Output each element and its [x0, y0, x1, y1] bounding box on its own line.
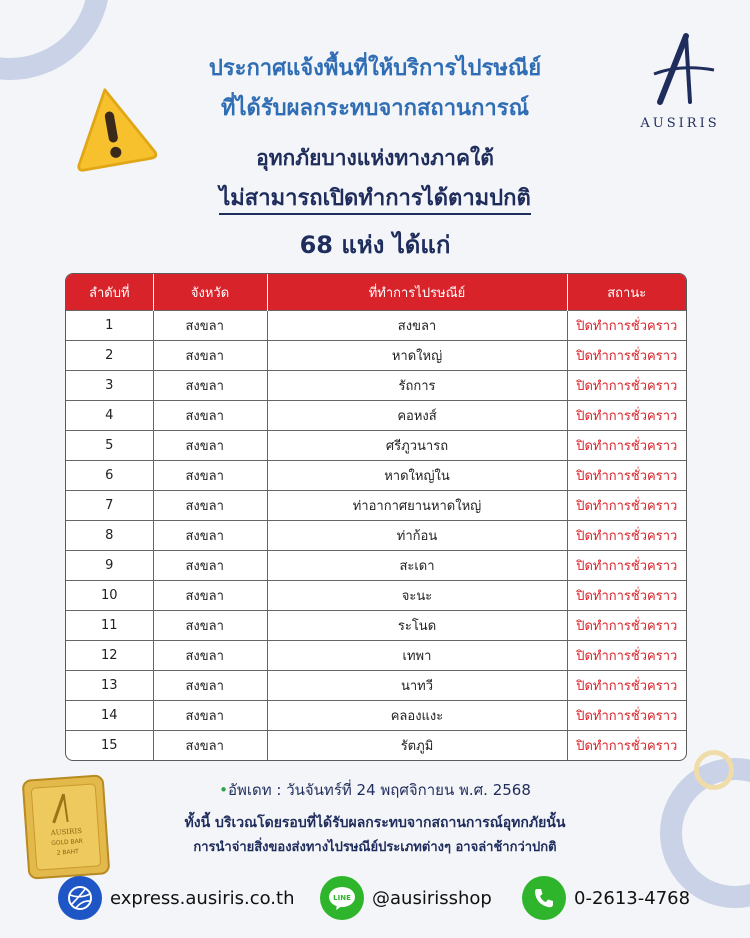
- table-row: [66, 431, 686, 461]
- globe-icon: [58, 876, 102, 920]
- cell-province: สงขลา: [153, 611, 267, 641]
- cell-province: สงขลา: [153, 371, 267, 401]
- table-row: [66, 371, 686, 401]
- decor-ring-top-left: [0, 0, 110, 80]
- brand-mark-icon: [640, 30, 720, 110]
- cell-province: สงขลา: [153, 341, 267, 371]
- cell-province: สงขลา: [153, 731, 267, 761]
- table-row: [66, 551, 686, 581]
- cell-province: สงขลา: [153, 701, 267, 731]
- header-status: สถานะ: [567, 274, 686, 311]
- warning-icon: [66, 80, 158, 172]
- cell-status: ปิดทำการชั่วคราว: [567, 431, 686, 461]
- table-row: [66, 341, 686, 371]
- cell-no: 2: [66, 341, 153, 371]
- cell-status: ปิดทำการชั่วคราว: [567, 671, 686, 701]
- cell-status: ปิดทำการชั่วคราว: [567, 611, 686, 641]
- cell-status: ปิดทำการชั่วคราว: [567, 341, 686, 371]
- cell-office: นาทวี: [267, 671, 567, 701]
- cell-province: สงขลา: [153, 491, 267, 521]
- cell-province: สงขลา: [153, 401, 267, 431]
- cell-no: 13: [66, 671, 153, 701]
- cell-status: ปิดทำการชั่วคราว: [567, 461, 686, 491]
- contact-website[interactable]: [58, 874, 295, 922]
- headline-line-1: ประกาศแจ้งพื้นที่ให้บริการไปรษณีย์: [208, 56, 542, 81]
- headline-line-4: [160, 186, 590, 212]
- cell-office: ท่าก้อน: [267, 521, 567, 551]
- cell-no: 5: [66, 431, 153, 461]
- headline-line-4-text: ไม่สามารถเปิดทำการได้ตามปกติ: [219, 186, 531, 215]
- cell-province: สงขลา: [153, 581, 267, 611]
- cell-status: ปิดทำการชั่วคราว: [567, 581, 686, 611]
- cell-province: สงขลา: [153, 641, 267, 671]
- header-office: ที่ทำการไปรษณีย์: [267, 274, 567, 311]
- cell-office: รัถการ: [267, 371, 567, 401]
- cell-no: 8: [66, 521, 153, 551]
- gold-bar-image: [21, 773, 112, 881]
- cell-office: ระโนด: [267, 611, 567, 641]
- note-line-2: การนำจ่ายสิ่งของส่งทางไปรษณีย์ประเภทต่างๆ อาจล่าช้ากว่าปกติ: [193, 840, 557, 855]
- cell-status: ปิดทำการชั่วคราว: [567, 521, 686, 551]
- update-text: อัพเดท : วันจันทร์ที่ 24 พฤศจิกายน พ.ศ. 2568: [227, 781, 531, 799]
- contact-line[interactable]: [320, 874, 492, 922]
- headline-line-3: อุทกภัยบางแห่งทางภาคใต้: [256, 146, 494, 170]
- cell-office: ท่าอากาศยานหาดใหญ่: [267, 491, 567, 521]
- cell-no: 4: [66, 401, 153, 431]
- note-line-1: ทั้งนี้ บริเวณโดยรอบที่ได้รับผลกระทบจากสถานการณ์อุทกภัยนั้น: [184, 815, 566, 831]
- cell-province: สงขลา: [153, 431, 267, 461]
- cell-province: สงขลา: [153, 311, 267, 341]
- cell-no: 3: [66, 371, 153, 401]
- brand-logo: [630, 30, 730, 140]
- cell-office: รัตภูมิ: [267, 731, 567, 761]
- cell-status: ปิดทำการชั่วคราว: [567, 641, 686, 671]
- cell-office: หาดใหญ่: [267, 341, 567, 371]
- table-row: [66, 311, 686, 341]
- table-row: [66, 611, 686, 641]
- line-icon: [320, 876, 364, 920]
- cell-province: สงขลา: [153, 551, 267, 581]
- cell-office: หาดใหญ่ใน: [267, 461, 567, 491]
- headline-line-2: ที่ได้รับผลกระทบจากสถานการณ์: [220, 96, 530, 121]
- cell-office: ศรีภูวนารถ: [267, 431, 567, 461]
- table-row: [66, 641, 686, 671]
- cell-status: ปิดทำการชั่วคราว: [567, 731, 686, 761]
- table-header-row: [66, 274, 686, 311]
- cell-no: 9: [66, 551, 153, 581]
- post-office-table: [65, 273, 687, 761]
- cell-no: 6: [66, 461, 153, 491]
- cell-no: 11: [66, 611, 153, 641]
- cell-status: ปิดทำการชั่วคราว: [567, 401, 686, 431]
- table-row: [66, 581, 686, 611]
- bullet-dot: •: [219, 781, 228, 799]
- header-province: จังหวัด: [153, 274, 267, 311]
- cell-no: 10: [66, 581, 153, 611]
- cell-status: ปิดทำการชั่วคราว: [567, 701, 686, 731]
- cell-province: สงขลา: [153, 521, 267, 551]
- gold-bar-brand: AUSIRIS: [50, 826, 83, 838]
- website-link[interactable]: express.ausiris.co.th: [110, 887, 295, 909]
- gold-bar-line2: 2 BAHT: [56, 848, 80, 857]
- table-row: [66, 461, 686, 491]
- brand-mark-letter: A: [670, 85, 671, 86]
- table-row: [66, 671, 686, 701]
- gold-bar-line1: GOLD BAR: [51, 837, 84, 848]
- cell-status: ปิดทำการชั่วคราว: [567, 371, 686, 401]
- cell-office: เทพา: [267, 641, 567, 671]
- cell-no: 14: [66, 701, 153, 731]
- cell-office: คลองแงะ: [267, 701, 567, 731]
- phone-number[interactable]: 0-2613-4768: [574, 887, 691, 909]
- cell-province: สงขลา: [153, 671, 267, 701]
- table-row: [66, 731, 686, 761]
- table-row: [66, 491, 686, 521]
- cell-office: สงขลา: [267, 311, 567, 341]
- update-date: [0, 778, 750, 802]
- cell-no: 7: [66, 491, 153, 521]
- cell-status: ปิดทำการชั่วคราว: [567, 551, 686, 581]
- cell-no: 12: [66, 641, 153, 671]
- phone-icon: [522, 876, 566, 920]
- table-row: [66, 521, 686, 551]
- contact-phone[interactable]: [522, 874, 690, 922]
- cell-province: สงขลา: [153, 461, 267, 491]
- cell-status: ปิดทำการชั่วคราว: [567, 311, 686, 341]
- table-row: [66, 701, 686, 731]
- cell-office: จะนะ: [267, 581, 567, 611]
- table-body: [66, 311, 686, 761]
- brand-name: AUSIRIS: [640, 116, 720, 131]
- headline-line-5: 68 แห่ง ได้แก่: [299, 231, 451, 259]
- cell-no: 1: [66, 311, 153, 341]
- cell-no: 15: [66, 731, 153, 761]
- cell-status: ปิดทำการชั่วคราว: [567, 491, 686, 521]
- header-no: ลำดับที่: [66, 274, 153, 311]
- cell-office: สะเดา: [267, 551, 567, 581]
- line-id[interactable]: @ausirisshop: [372, 887, 492, 909]
- cell-office: คอหงส์: [267, 401, 567, 431]
- table-row: [66, 401, 686, 431]
- line-icon-text: LINE: [333, 894, 351, 902]
